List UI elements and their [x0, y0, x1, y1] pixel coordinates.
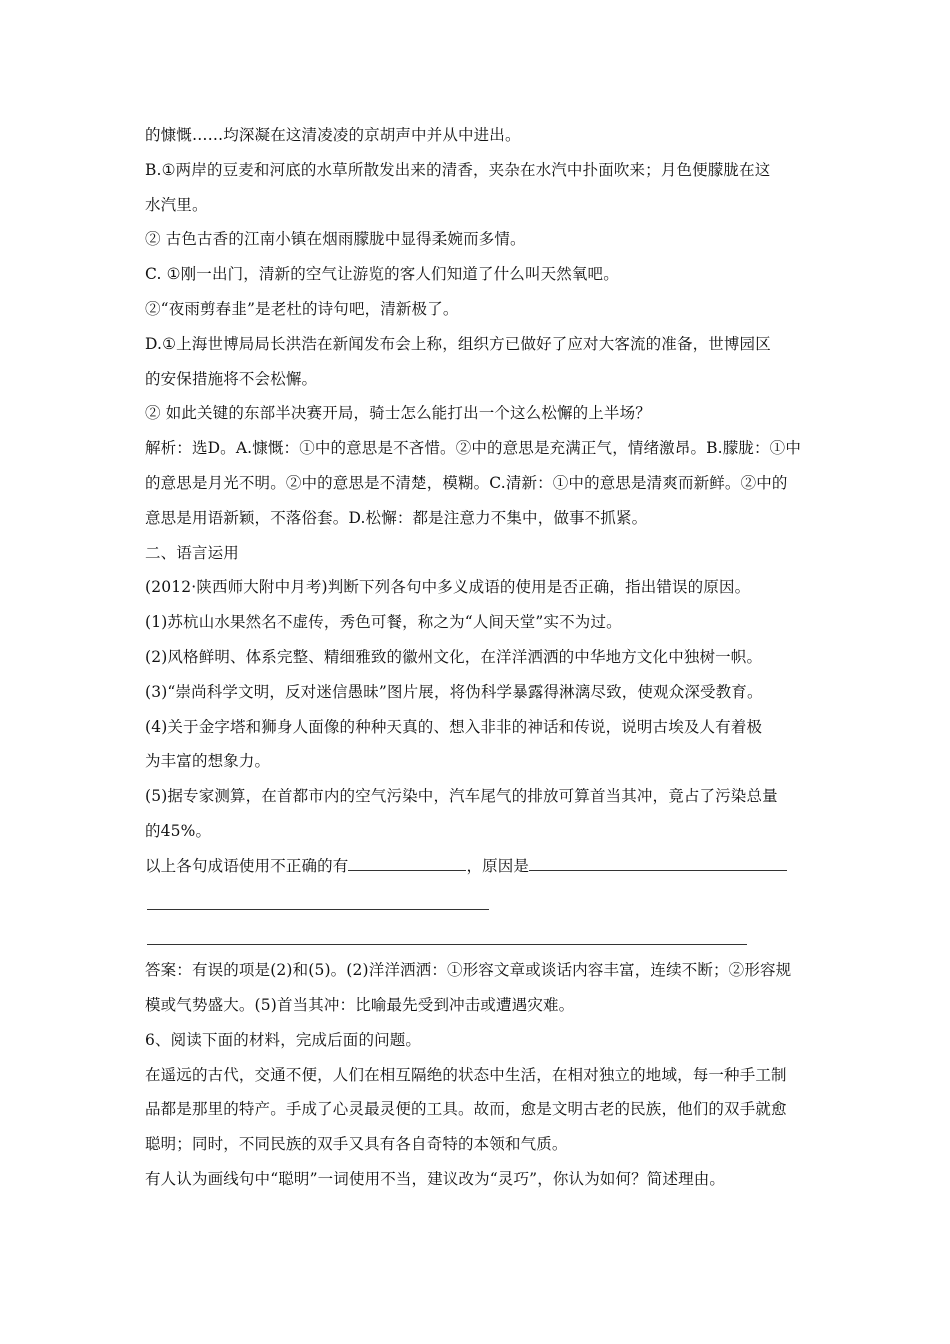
text-line: (2012·陕西师大附中月考)判断下列各句中多义成语的使用是否正确，指出错误的原因。 — [145, 578, 751, 597]
text-line: (1)苏杭山水果然名不虚传，秀色可餐，称之为“人间天堂”实不为过。 — [145, 613, 622, 632]
fill-prefix: 以上各句成语使用不正确的有 — [145, 856, 349, 875]
answer-line: 模或气势盛大。(5)首当其冲：比喻最先受到冲击或遭遇灾难。 — [145, 995, 575, 1014]
answer-blank-long[interactable] — [529, 852, 787, 871]
underline-rule — [147, 944, 747, 945]
underline-rule — [147, 909, 489, 910]
answer-blank-short[interactable] — [348, 852, 466, 871]
text-line: (4)关于金字塔和狮身人面像的种种天真的、想入非非的神话和传说，说明古埃及人有着极 — [145, 717, 763, 736]
text-line: 意思是用语新颖，不落俗套。D.松懈：都是注意力不集中，做事不抓紧。 — [145, 508, 648, 527]
text-line: ②“夜雨剪春韭”是老杜的诗句吧，清新极了。 — [145, 299, 459, 318]
text-line: D.①上海世博局局长洪浩在新闻发布会上称，组织方已做好了应对大客流的准备，世博园区 — [145, 334, 771, 353]
text-line: ② 如此关键的东部半决赛开局，骑士怎么能打出一个这么松懈的上半场？ — [145, 404, 651, 423]
answer-blank-line[interactable] — [145, 918, 810, 953]
document-page — [145, 118, 810, 1197]
text-line: (3)“崇尚科学文明，反对迷信愚昧”图片展，将伪科学暴露得淋漓尽致，使观众深受教育。 — [145, 682, 763, 701]
fill-in-line — [145, 849, 810, 884]
section-heading: 二、语言运用 — [145, 543, 239, 562]
fill-middle: ，原因是 — [466, 856, 530, 875]
text-line: 的安保措施将不会松懈。 — [145, 369, 318, 388]
question-heading: 6、阅读下面的材料，完成后面的问题。 — [145, 1030, 422, 1049]
text-line: 为丰富的想象力。 — [145, 752, 271, 771]
text-line: 品都是那里的特产。手成了心灵最灵便的工具。故而，愈是文明古老的民族，他们的双手就愈 — [145, 1100, 787, 1119]
text-line: 在遥远的古代，交通不便，人们在相互隔绝的状态中生活，在相对独立的地域，每一种手工制 — [145, 1065, 787, 1084]
text-line: C. ①刚一出门，清新的空气让游览的客人们知道了什么叫天然氧吧。 — [145, 265, 619, 284]
text-line: 的慷慨……均深凝在这清凌凌的京胡声中并从中进出。 — [145, 126, 521, 144]
text-line: 的意思是月光不明。②中的意思是不清楚，模糊。C.清新：①中的意思是清爽而新鲜。②中的 — [145, 473, 788, 492]
text-line: B.①两岸的豆麦和河底的水草所散发出来的清香，夹杂在水汽中扑面吹来；月色便朦胧在这 — [145, 160, 771, 179]
text-line: 的45%。 — [145, 821, 212, 840]
text-line: (2)风格鲜明、体系完整、精细雅致的徽州文化，在洋洋洒洒的中华地方文化中独树一帜。 — [145, 647, 763, 666]
text-line: 水汽里。 — [145, 195, 208, 214]
answer-line: 答案：有误的项是(2)和(5)。(2)洋洋洒洒：①形容文章或谈话内容丰富，连续不断；②形容规 — [145, 961, 792, 980]
text-line: ② 古色古香的江南小镇在烟雨朦胧中显得柔婉而多情。 — [145, 230, 526, 249]
text-line: 解析：选D。A.慷慨：①中的意思是不吝惜。②中的意思是充满正气，情绪激昂。B.朦胧：①中 — [145, 439, 801, 458]
text-line: (5)据专家测算，在首都市内的空气污染中，汽车尾气的排放可算首当其冲，竟占了污染总量 — [145, 787, 778, 806]
answer-blank-line[interactable] — [145, 884, 810, 919]
text-line: 聪明；同时，不同民族的双手又具有各自奇特的本领和气质。 — [145, 1135, 568, 1154]
text-line: 有人认为画线句中“聪明”一词使用不当，建议改为“灵巧”，你认为如何？简述理由。 — [145, 1169, 726, 1188]
